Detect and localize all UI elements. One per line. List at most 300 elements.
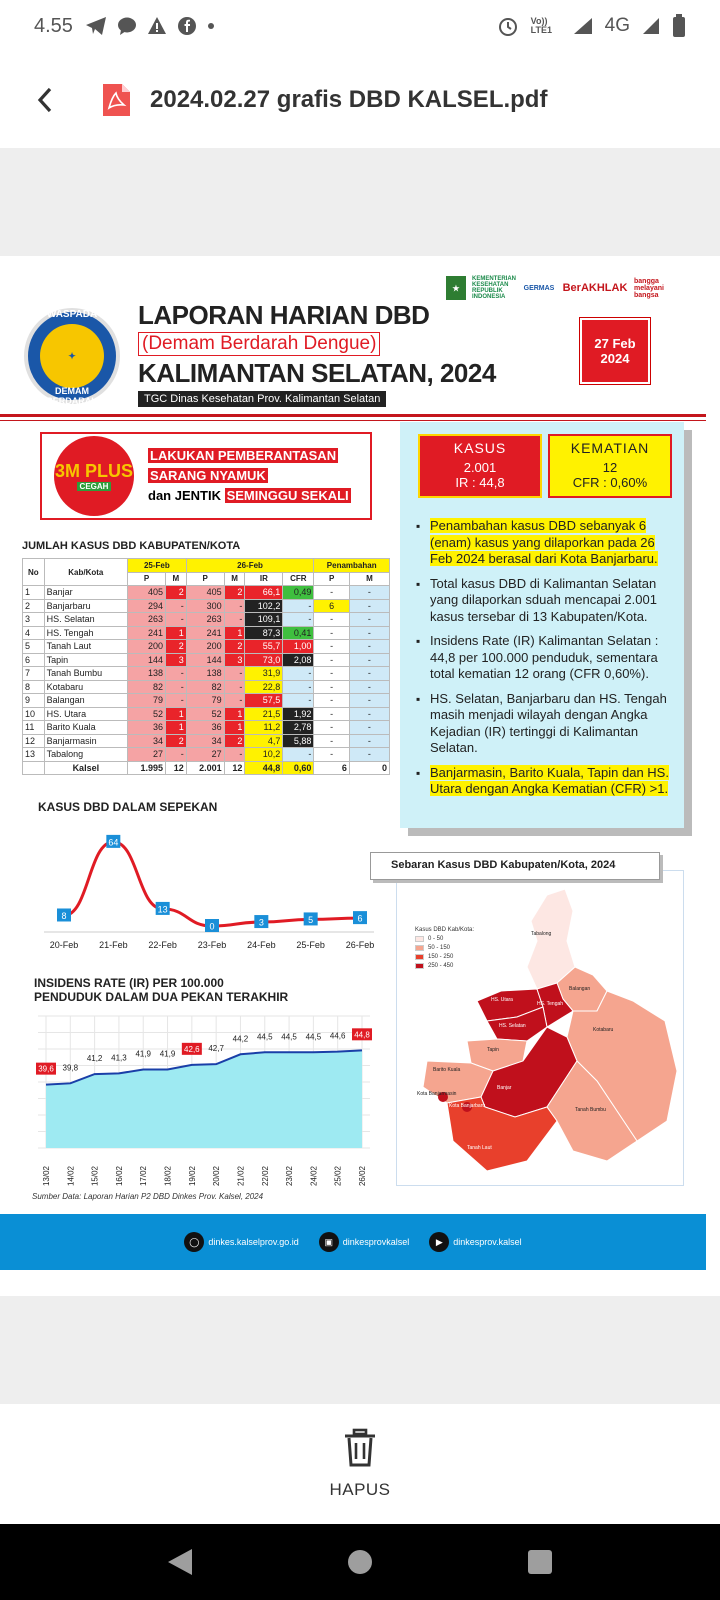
table-cell: 52 xyxy=(128,707,166,721)
weekly-chart-title: KASUS DBD DALAM SEPEKAN xyxy=(38,800,218,814)
table-cell: - xyxy=(224,613,245,627)
table-cell: - xyxy=(166,694,187,708)
delete-button[interactable] xyxy=(0,1404,720,1524)
table-cell: 8 xyxy=(23,680,45,694)
table-cell: 1 xyxy=(166,707,187,721)
x-tick-label: 25-Feb xyxy=(296,940,325,950)
table-cell: - xyxy=(314,748,349,762)
facebook-icon xyxy=(177,16,197,36)
table-cell: 13 xyxy=(23,748,45,762)
table-cell: - xyxy=(314,640,349,654)
x-tick-label: 20/02 xyxy=(212,1165,222,1187)
notification-icons xyxy=(85,16,215,36)
table-cell: - xyxy=(224,748,245,762)
map-panel xyxy=(396,870,684,1186)
table-row xyxy=(23,734,390,748)
x-tick-label: 15/02 xyxy=(90,1165,100,1187)
table-cell: 2 xyxy=(166,586,187,600)
data-label: 64 xyxy=(108,837,119,848)
col-m: M xyxy=(224,572,245,586)
data-label: 41,9 xyxy=(159,1049,176,1059)
campaign-text xyxy=(148,446,351,506)
legend-item: 150 - 250 xyxy=(415,954,474,960)
footer-youtube: ▶ dinkesprov.kalsel xyxy=(429,1232,521,1252)
viewer-background-top xyxy=(0,148,720,256)
3m-plus-badge xyxy=(54,436,134,516)
table-cell: 138 xyxy=(128,667,166,681)
warning-icon xyxy=(147,16,167,36)
table-cell: 11,2 xyxy=(245,721,283,735)
table-cell: 1 xyxy=(166,721,187,735)
table-cell: Tapin xyxy=(44,653,127,667)
table-cell: - xyxy=(349,626,389,640)
map-label-banjarbaru: Kota Banjarbaru xyxy=(449,1103,486,1109)
table-cell: 34 xyxy=(128,734,166,748)
col-cfr: CFR xyxy=(283,572,314,586)
summary-bullet: ▪ Total kasus DBD di Kalimantan Selatan yang dilaporkan sduah mencapai 2.001 kasus tersebar di 13 Kabupaten/Kota. xyxy=(416,576,676,626)
x-tick-label: 22-Feb xyxy=(148,940,177,950)
table-row xyxy=(23,613,390,627)
table-cell: 263 xyxy=(128,613,166,627)
x-tick-label: 19/02 xyxy=(187,1165,197,1187)
x-tick-label: 26-Feb xyxy=(345,940,375,950)
logo-text-top: WASPADA xyxy=(46,309,98,320)
cases-table xyxy=(22,558,390,775)
youtube-icon: ▶ xyxy=(429,1232,449,1252)
document-title: 2024.02.27 grafis DBD KALSEL.pdf xyxy=(150,86,548,113)
table-cell: - xyxy=(349,640,389,654)
table-cell: - xyxy=(314,734,349,748)
table-cell: - xyxy=(166,680,187,694)
table-cell: 200 xyxy=(128,640,166,654)
table-cell: 2 xyxy=(23,599,45,613)
data-label: 6 xyxy=(357,913,363,924)
data-label: 3 xyxy=(258,917,264,928)
x-tick-label: 20-Feb xyxy=(49,940,79,950)
status-time: 4.55 xyxy=(34,14,73,37)
table-cell: - xyxy=(283,694,314,708)
x-tick-label: 21-Feb xyxy=(99,940,128,950)
table-row xyxy=(23,667,390,681)
summary-bullet: ▪ HS. Selatan, Banjarbaru dan HS. Tengah masih menjadi wilayah dengan Angka Kejadian (IR) tertinggi di Kalimantan Selatan. xyxy=(416,691,676,757)
legend-item: 0 - 50 xyxy=(415,936,474,942)
kemenkes-logo: KEMENTERIAN KESEHATAN REPUBLIK INDONESIA xyxy=(472,276,517,300)
table-cell: 57,5 xyxy=(245,694,283,708)
table-cell: - xyxy=(283,667,314,681)
map-label-balangan: Balangan xyxy=(569,986,591,992)
table-cell: - xyxy=(349,748,389,762)
status-bar xyxy=(0,0,720,52)
table-body xyxy=(23,586,390,775)
col-no: No xyxy=(23,559,45,586)
report-date-year: 2024 xyxy=(600,351,630,366)
table-cell: - xyxy=(314,667,349,681)
badge-title: 3M PLUS xyxy=(54,461,133,481)
table-cell: 22,8 xyxy=(245,680,283,694)
table-cell: Banjarmasin xyxy=(44,734,127,748)
battery-icon xyxy=(672,14,686,38)
table-cell: 6 xyxy=(23,653,45,667)
table-cell: Kalsel xyxy=(44,761,127,775)
map-label-tapin: Tapin xyxy=(487,1047,499,1053)
table-cell: 21,5 xyxy=(245,707,283,721)
table-cell: - xyxy=(349,721,389,735)
table-cell: HS. Selatan xyxy=(44,613,127,627)
bangga-melayani-logo: bangga melayani bangsa xyxy=(634,277,664,299)
table-cell: 79 xyxy=(186,694,224,708)
x-tick-label: 24/02 xyxy=(309,1165,319,1187)
alarm-icon xyxy=(497,15,519,37)
table-cell: - xyxy=(166,748,187,762)
table-cell: 3 xyxy=(224,653,245,667)
table-cell: - xyxy=(349,694,389,708)
pdf-file-icon xyxy=(100,83,132,117)
table-cell: 12 xyxy=(224,761,245,775)
badge-subtitle: CEGAH xyxy=(77,482,112,491)
x-tick-label: 26/02 xyxy=(358,1165,367,1187)
nav-back-button[interactable] xyxy=(166,1547,194,1577)
x-tick-label: 13/02 xyxy=(42,1165,51,1187)
table-cell: 31,9 xyxy=(245,667,283,681)
header-divider-thin xyxy=(0,420,706,421)
map-labels xyxy=(397,871,685,1187)
logo-text-bottom: DEMAM BERDARAH xyxy=(46,386,98,406)
map-label-tanah-laut: Tanah Laut xyxy=(467,1145,492,1151)
x-tick-label: 17/02 xyxy=(139,1165,149,1187)
table-row xyxy=(23,626,390,640)
table-cell: - xyxy=(314,626,349,640)
table-row xyxy=(23,680,390,694)
x-tick-label: 25/02 xyxy=(333,1165,343,1187)
network-type: 4G xyxy=(604,15,630,36)
table-cell: 10 xyxy=(23,707,45,721)
summary-bullets xyxy=(416,518,676,806)
legend-title: Kasus DBD Kab/Kota: xyxy=(415,927,475,933)
ir-value: IR : 44,8 xyxy=(455,475,505,490)
map-label-tanah-bumbu: Tanah Bumbu xyxy=(575,1107,606,1113)
data-label: 44,2 xyxy=(232,1034,249,1044)
table-cell: 138 xyxy=(186,667,224,681)
map-label-barito-kuala: Barito Kuala xyxy=(433,1067,461,1073)
data-label: 41,9 xyxy=(135,1049,152,1059)
table-cell: 5 xyxy=(23,640,45,654)
table-cell: 3 xyxy=(166,653,187,667)
table-cell: Banjarbaru xyxy=(44,599,127,613)
table-cell: 6 xyxy=(314,761,349,775)
x-tick-label: 23-Feb xyxy=(197,940,227,950)
map-label-hs-utara: HS. Utara xyxy=(491,997,513,1003)
table-cell: 1,92 xyxy=(283,707,314,721)
table-cell: 2 xyxy=(166,640,187,654)
table-cell: 1 xyxy=(224,626,245,640)
table-cell: 2,78 xyxy=(283,721,314,735)
table-cell: - xyxy=(349,734,389,748)
table-title: JUMLAH KASUS DBD KABUPATEN/KOTA xyxy=(22,540,241,552)
campaign-line-1: LAKUKAN PEMBERANTASAN xyxy=(150,448,337,463)
table-cell: 405 xyxy=(186,586,224,600)
arrow-back-icon xyxy=(36,86,54,114)
table-cell: 263 xyxy=(186,613,224,627)
data-label: 42,6 xyxy=(184,1044,200,1054)
table-cell: HS. Utara xyxy=(44,707,127,721)
col-kab: Kab/Kota xyxy=(44,559,127,586)
col-date-1: 25-Feb xyxy=(128,559,187,573)
table-cell: 1 xyxy=(166,626,187,640)
x-tick-label: 23/02 xyxy=(285,1165,295,1187)
table-cell: - xyxy=(314,653,349,667)
map-label-banjar: Banjar xyxy=(497,1085,512,1091)
table-cell: HS. Tengah xyxy=(44,626,127,640)
cases-label: KASUS xyxy=(453,440,507,456)
table-cell: 405 xyxy=(128,586,166,600)
data-label: 41,2 xyxy=(86,1054,103,1064)
table-cell: - xyxy=(224,680,245,694)
table-cell: 102,2 xyxy=(245,599,283,613)
x-tick-label: 16/02 xyxy=(114,1165,124,1187)
header-divider xyxy=(0,414,706,417)
table-cell: - xyxy=(224,667,245,681)
data-label: 44,8 xyxy=(354,1030,370,1040)
table-cell: 300 xyxy=(186,599,224,613)
table-cell: 36 xyxy=(128,721,166,735)
table-cell: 1,00 xyxy=(283,640,314,654)
data-source: Sumber Data: Laporan Harian P2 DBD Dinkes Prov. Kalsel, 2024 xyxy=(32,1192,264,1201)
delete-label: HAPUS xyxy=(329,1480,391,1499)
table-cell: 4 xyxy=(23,626,45,640)
table-cell: 241 xyxy=(186,626,224,640)
table-cell: - xyxy=(314,707,349,721)
table-cell: 241 xyxy=(128,626,166,640)
table-cell: 9 xyxy=(23,694,45,708)
table-cell: Tanah Bumbu xyxy=(44,667,127,681)
table-cell: 27 xyxy=(186,748,224,762)
col-p: P xyxy=(128,572,166,586)
mosquito-emblem-icon: ✦ xyxy=(40,324,104,388)
table-cell: Kotabaru xyxy=(44,680,127,694)
table-cell: 5,88 xyxy=(283,734,314,748)
deaths-box xyxy=(548,434,672,498)
table-cell: Banjar xyxy=(44,586,127,600)
system-nav-bar xyxy=(0,1524,720,1600)
instagram-icon: ▣ xyxy=(319,1232,339,1252)
nav-home-button[interactable] xyxy=(346,1548,374,1576)
deaths-label: KEMATIAN xyxy=(570,440,650,456)
table-cell: Tabalong xyxy=(44,748,127,762)
summary-bullet: ▪ Penambahan kasus DBD sebanyak 6 (enam) kasus yang dilaporkan pada 26 Feb 2024 berasal dari Kota Banjarbaru. xyxy=(416,518,676,568)
table-cell: 7 xyxy=(23,667,45,681)
province-logo: ★ xyxy=(446,276,466,300)
partner-logos xyxy=(446,276,670,300)
campaign-line-3: dan JENTIK xyxy=(148,488,225,503)
table-cell: 2,08 xyxy=(283,653,314,667)
table-cell: 82 xyxy=(186,680,224,694)
data-label: 39,8 xyxy=(62,1063,79,1073)
table-cell: 1 xyxy=(224,707,245,721)
table-cell: - xyxy=(314,613,349,627)
x-tick-label: 18/02 xyxy=(163,1165,173,1187)
table-cell: 52 xyxy=(186,707,224,721)
cases-box xyxy=(418,434,542,498)
report-title: LAPORAN HARIAN DBD xyxy=(138,300,430,330)
table-cell: 44,8 xyxy=(245,761,283,775)
table-cell: 0 xyxy=(349,761,389,775)
trash-icon xyxy=(342,1428,378,1468)
table-cell: 34 xyxy=(186,734,224,748)
map-label-hs-selatan: HS. Selatan xyxy=(499,1023,526,1029)
table-cell: 6 xyxy=(314,599,349,613)
globe-icon: ◯ xyxy=(184,1232,204,1252)
col-m: M xyxy=(166,572,187,586)
table-cell: - xyxy=(166,667,187,681)
table-cell: 294 xyxy=(128,599,166,613)
data-label: 44,6 xyxy=(329,1031,346,1041)
table-cell: - xyxy=(349,613,389,627)
table-cell: 2 xyxy=(224,640,245,654)
table-cell: 2 xyxy=(224,586,245,600)
table-cell: 79 xyxy=(128,694,166,708)
report-date-day: 27 Feb xyxy=(594,336,636,351)
map-label-hs-tengah: HS. Tengah xyxy=(537,1001,564,1007)
table-cell: 3 xyxy=(23,613,45,627)
volte-indicator: Vo)) LTE1 xyxy=(530,16,552,35)
table-cell: 55,7 xyxy=(245,640,283,654)
table-total-row xyxy=(23,761,390,775)
table-cell: - xyxy=(283,599,314,613)
data-label: 0 xyxy=(209,921,215,932)
table-cell: 4,7 xyxy=(245,734,283,748)
map-label-banjarmasin: Kota Banjarmasin xyxy=(417,1091,457,1097)
campaign-line-2: SARANG NYAMUK xyxy=(150,468,266,483)
data-label: 41,3 xyxy=(111,1053,127,1063)
chat-icon xyxy=(117,16,137,36)
table-cell: - xyxy=(314,680,349,694)
summary-bullet: ▪ Insidens Rate (IR) Kalimantan Selatan : 44,8 per 100.000 penduduk, sementara total kematian 12 orang (CFR 0,60%). xyxy=(416,633,676,683)
table-cell xyxy=(23,761,45,775)
summary-panel xyxy=(400,422,684,828)
table-cell: - xyxy=(349,586,389,600)
deaths-value: 12 xyxy=(602,460,618,475)
signal-2-icon xyxy=(642,17,660,35)
table-cell: - xyxy=(224,694,245,708)
table-cell: 36 xyxy=(186,721,224,735)
col-p: P xyxy=(314,572,349,586)
table-cell: - xyxy=(314,694,349,708)
data-label: 39,6 xyxy=(38,1064,54,1074)
data-label: 44,5 xyxy=(305,1032,322,1042)
x-tick-label: 14/02 xyxy=(66,1165,76,1187)
campaign-banner xyxy=(40,432,372,520)
legend-item: 50 - 150 xyxy=(415,945,474,951)
data-label: 13 xyxy=(157,904,168,915)
table-cell: 0,41 xyxy=(283,626,314,640)
table-row xyxy=(23,640,390,654)
table-cell: Tanah Laut xyxy=(44,640,127,654)
x-tick-label: 21/02 xyxy=(236,1165,246,1187)
table-cell: 109,1 xyxy=(245,613,283,627)
data-label: 42,7 xyxy=(208,1044,224,1054)
table-cell: 0,60 xyxy=(283,761,314,775)
report-region: KALIMANTAN SELATAN, 2024 xyxy=(138,358,496,388)
col-date-2: 26-Feb xyxy=(186,559,314,573)
table-cell: 1.995 xyxy=(128,761,166,775)
ir-chart-title: INSIDENS RATE (IR) PER 100.000 PENDUDUK DALAM DUA PEKAN TERAKHIR xyxy=(34,976,289,1004)
footer-instagram: ▣ dinkesprovkalsel xyxy=(319,1232,410,1252)
table-cell: - xyxy=(283,680,314,694)
col-ir: IR xyxy=(245,572,283,586)
table-cell: 87,3 xyxy=(245,626,283,640)
germas-logo: GERMAS xyxy=(523,284,555,292)
table-cell: 12 xyxy=(166,761,187,775)
data-label: 8 xyxy=(61,910,67,921)
table-cell: - xyxy=(224,599,245,613)
back-button[interactable] xyxy=(30,85,60,115)
viewer-background-bottom xyxy=(0,1296,720,1404)
col-added: Penambahan xyxy=(314,559,390,573)
col-p: P xyxy=(186,572,224,586)
ir-chart xyxy=(30,1008,380,1190)
document-footer xyxy=(0,1214,706,1270)
table-cell: 2.001 xyxy=(186,761,224,775)
table-row xyxy=(23,599,390,613)
footer-website: ◯ dinkes.kalselprov.go.id xyxy=(184,1232,298,1252)
table-cell: - xyxy=(283,613,314,627)
telegram-icon xyxy=(85,16,107,36)
pdf-page[interactable] xyxy=(0,256,720,1296)
table-cell: - xyxy=(314,586,349,600)
report-date xyxy=(580,318,650,384)
table-cell: 2 xyxy=(166,734,187,748)
table-cell: 144 xyxy=(186,653,224,667)
app-bar xyxy=(0,52,720,148)
data-label: 44,5 xyxy=(256,1032,273,1042)
table-cell: 27 xyxy=(128,748,166,762)
nav-recents-button[interactable] xyxy=(526,1548,554,1576)
table-cell: - xyxy=(349,667,389,681)
report-org: TGC Dinas Kesehatan Prov. Kalimantan Selatan xyxy=(138,391,386,407)
table-cell: - xyxy=(349,680,389,694)
x-tick-label: 22/02 xyxy=(260,1165,270,1187)
table-cell: 0,49 xyxy=(283,586,314,600)
table-cell: 12 xyxy=(23,734,45,748)
table-cell: 73,0 xyxy=(245,653,283,667)
table-cell: Barito Kuala xyxy=(44,721,127,735)
table-cell: 144 xyxy=(128,653,166,667)
map-label-tabalong: Tabalong xyxy=(531,931,552,937)
data-label: 5 xyxy=(308,914,314,925)
table-row xyxy=(23,748,390,762)
table-cell: - xyxy=(349,653,389,667)
table-cell: 1 xyxy=(224,721,245,735)
table-cell: 10,2 xyxy=(245,748,283,762)
legend-item: 250 - 450 xyxy=(415,963,474,969)
table-cell: 11 xyxy=(23,721,45,735)
table-cell: 1 xyxy=(23,586,45,600)
cases-value: 2.001 xyxy=(463,460,497,475)
map-title: Sebaran Kasus DBD Kabupaten/Kota, 2024 xyxy=(370,852,660,880)
x-tick-label: 24-Feb xyxy=(247,940,276,950)
weekly-cases-chart xyxy=(30,816,384,956)
table-cell: 2 xyxy=(224,734,245,748)
cfr-value: CFR : 0,60% xyxy=(572,475,648,490)
table-row xyxy=(23,694,390,708)
table-cell: Balangan xyxy=(44,694,127,708)
table-row xyxy=(23,707,390,721)
campaign-line-3-highlight: SEMINGGU SEKALI xyxy=(226,488,349,503)
table-cell: - xyxy=(166,599,187,613)
system-icons xyxy=(497,14,686,38)
dot-icon xyxy=(207,22,215,30)
summary-bullet: ▪ Banjarmasin, Barito Kuala, Tapin dan HS. Utara dengan Angka Kematian (CFR) >1. xyxy=(416,765,676,798)
